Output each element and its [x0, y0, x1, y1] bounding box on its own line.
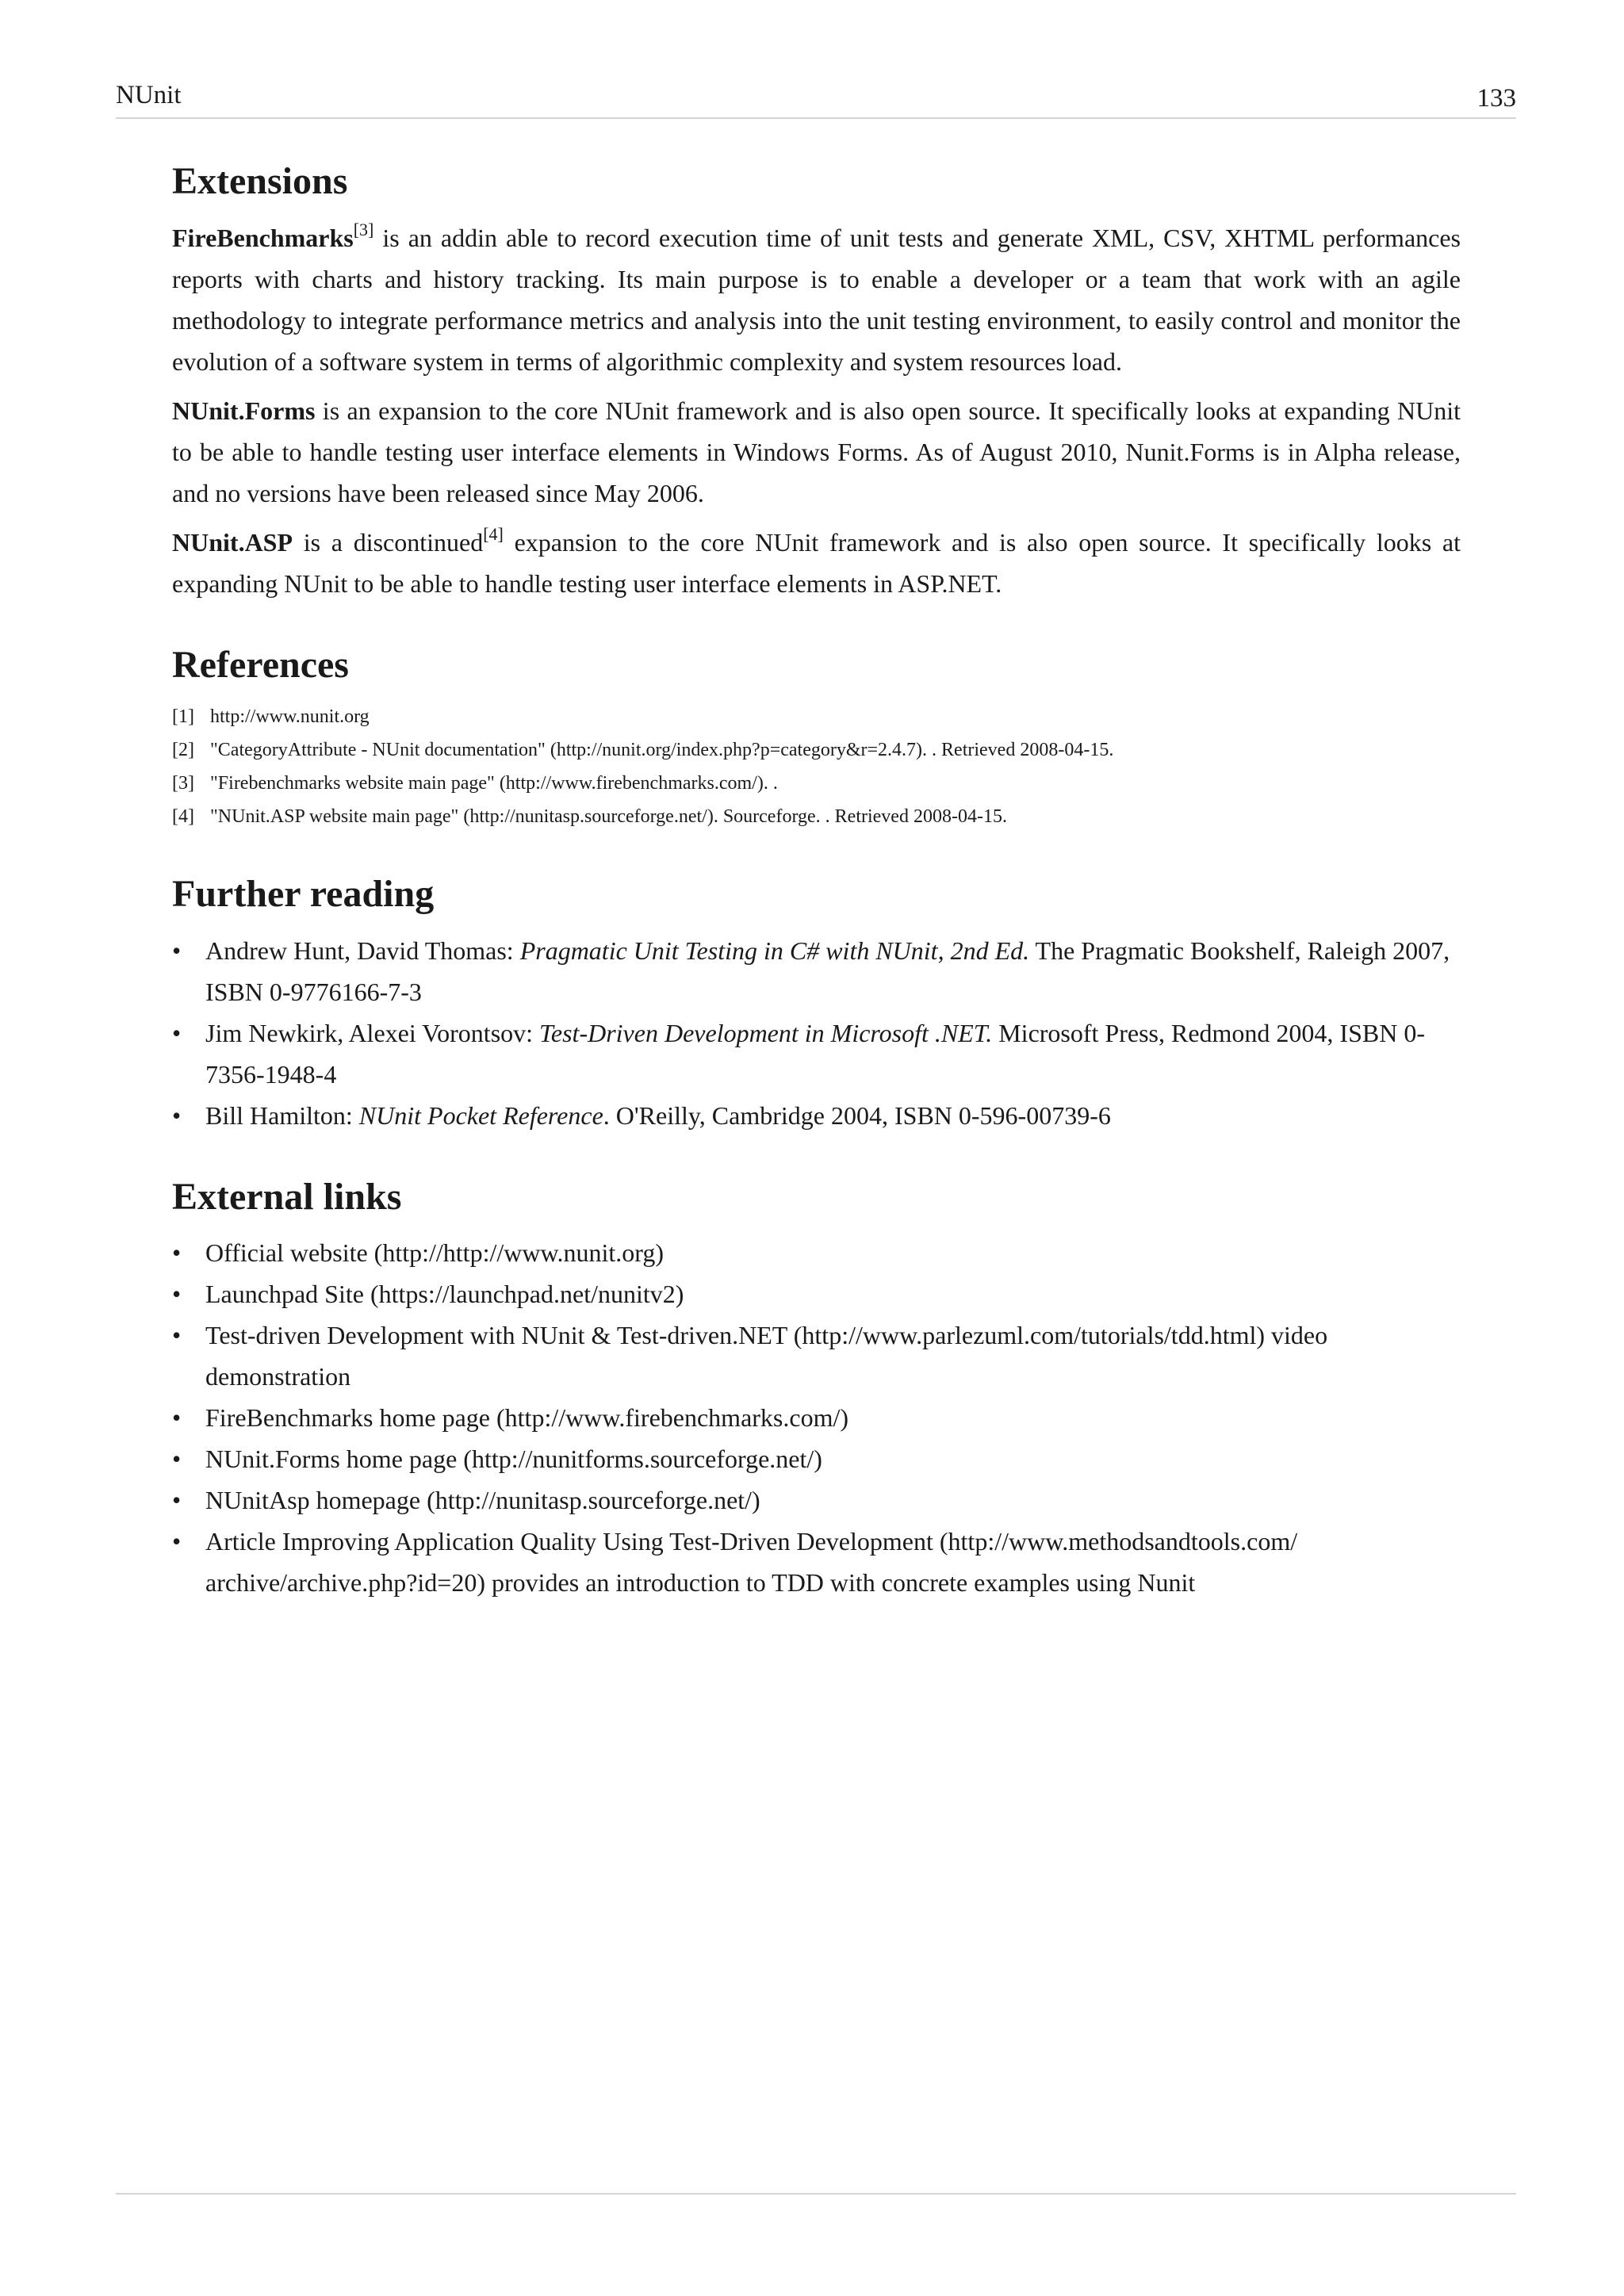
running-title: NUnit	[116, 81, 182, 109]
external-link[interactable]: Article Improving Application Quality Using Test-Driven Development (http://www.methodsandtools.com/ archive/archive.php?id=20) provides an introduction to TDD with concrete examples using Nunit	[205, 1527, 1298, 1598]
heading-extensions: Extensions	[172, 160, 348, 202]
reference-text[interactable]: "NUnit.ASP website main page" (http://nunitasp.sourceforge.net/). Sourceforge. . Retrieved 2008-04-15.	[210, 806, 1007, 828]
page-content	[172, 159, 1461, 1641]
heading-further-reading: Further reading	[172, 873, 435, 916]
book-publisher: The Pragmatic Bookshelf, Raleigh 2007, ISBN 0-9776166-7-3	[205, 936, 1450, 1006]
reference-number: [1]	[172, 706, 194, 728]
book-authors: Bill Hamilton:	[205, 1100, 359, 1130]
reference-item	[172, 733, 1461, 767]
reference-number: [3]	[172, 773, 194, 794]
reference-number: [2]	[172, 740, 194, 761]
book-authors: Jim Newkirk, Alexei Vorontsov:	[205, 1018, 540, 1047]
paragraph-text: expansion to the core NUnit framework and is also open source. It specifically looks at expanding NUnit to be able to handle testing user interface elements in ASP.NET.	[172, 527, 1461, 598]
bullet-icon: •	[172, 1527, 182, 1556]
paragraph-text: is a discontinued	[293, 527, 484, 557]
reference-item	[172, 767, 1461, 800]
list-item	[172, 1273, 1461, 1314]
citation-link-4[interactable]: [4]	[483, 523, 504, 544]
bullet-icon: •	[172, 1100, 182, 1130]
paragraph-text: is an addin able to record execution time of unit tests and generate XML, CSV, XHTML performances reports with charts and history tracking. Its main purpose is to enable a developer or a team that work with an agile methodology to integrate performance metrics and analysis into the unit testing environment, to easily control and monitor the evolution of a software system in terms of algorithmic complexity and system resources load.	[172, 223, 1461, 376]
further-reading-list	[172, 930, 1461, 1136]
external-link[interactable]: NUnit.Forms home page (http://nunitforms.sourceforge.net/)	[205, 1445, 822, 1474]
list-item	[172, 1232, 1461, 1273]
external-link[interactable]: Official website (http://http://www.nunit.org)	[205, 1238, 664, 1268]
heading-external-links: External links	[172, 1175, 402, 1218]
list-item	[172, 930, 1461, 1012]
list-item	[172, 1438, 1461, 1479]
bullet-icon: •	[172, 1018, 182, 1047]
reference-text[interactable]: http://www.nunit.org	[210, 706, 370, 728]
paragraph-nunit-forms	[172, 390, 1461, 514]
footer-rule	[116, 2193, 1516, 2195]
external-link[interactable]: NUnitAsp homepage (http://nunitasp.sourceforge.net/)	[205, 1486, 760, 1515]
term-nunit-asp: NUnit.ASP	[172, 527, 293, 557]
section-further-reading	[172, 871, 1461, 1136]
reference-text[interactable]: "CategoryAttribute - NUnit documentation" (http://nunit.org/index.php?p=category&r=2.4.7). . Retrieved 2008-04-15.	[210, 740, 1114, 761]
reference-number: [4]	[172, 806, 194, 828]
section-extensions	[172, 159, 1461, 604]
list-item	[172, 1397, 1461, 1438]
citation-link-3[interactable]: [3]	[353, 219, 374, 239]
list-item	[172, 1314, 1461, 1397]
external-link[interactable]: FireBenchmarks home page (http://www.firebenchmarks.com/)	[205, 1403, 849, 1433]
bullet-icon: •	[172, 936, 182, 965]
running-header	[116, 76, 1516, 119]
section-references	[172, 642, 1461, 834]
external-link[interactable]: Test-driven Development with NUnit & Test-driven.NET (http://www.parlezuml.com/tutorials/tdd.html) video demonstration	[205, 1321, 1328, 1391]
bullet-icon: •	[172, 1238, 182, 1268]
list-item	[172, 1479, 1461, 1521]
bullet-icon: •	[172, 1445, 182, 1474]
bullet-icon: •	[172, 1403, 182, 1433]
references-list	[172, 700, 1461, 833]
paragraph-firebenchmarks	[172, 217, 1461, 382]
external-links-list	[172, 1232, 1461, 1603]
book-title: NUnit Pocket Reference	[358, 1100, 603, 1130]
reference-text[interactable]: "Firebenchmarks website main page" (http://www.firebenchmarks.com/). .	[210, 773, 778, 794]
reference-item	[172, 700, 1461, 733]
bullet-icon: •	[172, 1280, 182, 1309]
paragraph-nunit-asp	[172, 522, 1461, 604]
term-nunit-forms: NUnit.Forms	[172, 396, 316, 425]
book-authors: Andrew Hunt, David Thomas:	[205, 936, 520, 965]
book-publisher: Microsoft Press, Redmond 2004, ISBN 0-7356-1948-4	[205, 1018, 1425, 1089]
external-link[interactable]: Launchpad Site (https://launchpad.net/nunitv2)	[205, 1280, 684, 1309]
section-external-links	[172, 1174, 1461, 1604]
page-number: 133	[1477, 84, 1516, 113]
book-title: Pragmatic Unit Testing in C# with NUnit, 2nd Ed.	[519, 936, 1030, 965]
term-firebenchmarks: FireBenchmarks	[172, 223, 354, 252]
bullet-icon: •	[172, 1321, 182, 1350]
paragraph-text: is an expansion to the core NUnit framework and is also open source. It specifically looks at expanding NUnit to be able to handle testing user interface elements in Windows Forms. As of August 2010, Nunit.Forms is in Alpha release, and no versions have been released since May 2006.	[172, 396, 1461, 507]
heading-references: References	[172, 643, 349, 686]
list-item	[172, 1521, 1461, 1603]
book-publisher: . O'Reilly, Cambridge 2004, ISBN 0-596-00739-6	[603, 1100, 1111, 1130]
book-title: Test-Driven Development in Microsoft .NET.	[539, 1018, 993, 1047]
bullet-icon: •	[172, 1486, 182, 1515]
list-item	[172, 1012, 1461, 1095]
list-item	[172, 1095, 1461, 1136]
reference-item	[172, 800, 1461, 833]
